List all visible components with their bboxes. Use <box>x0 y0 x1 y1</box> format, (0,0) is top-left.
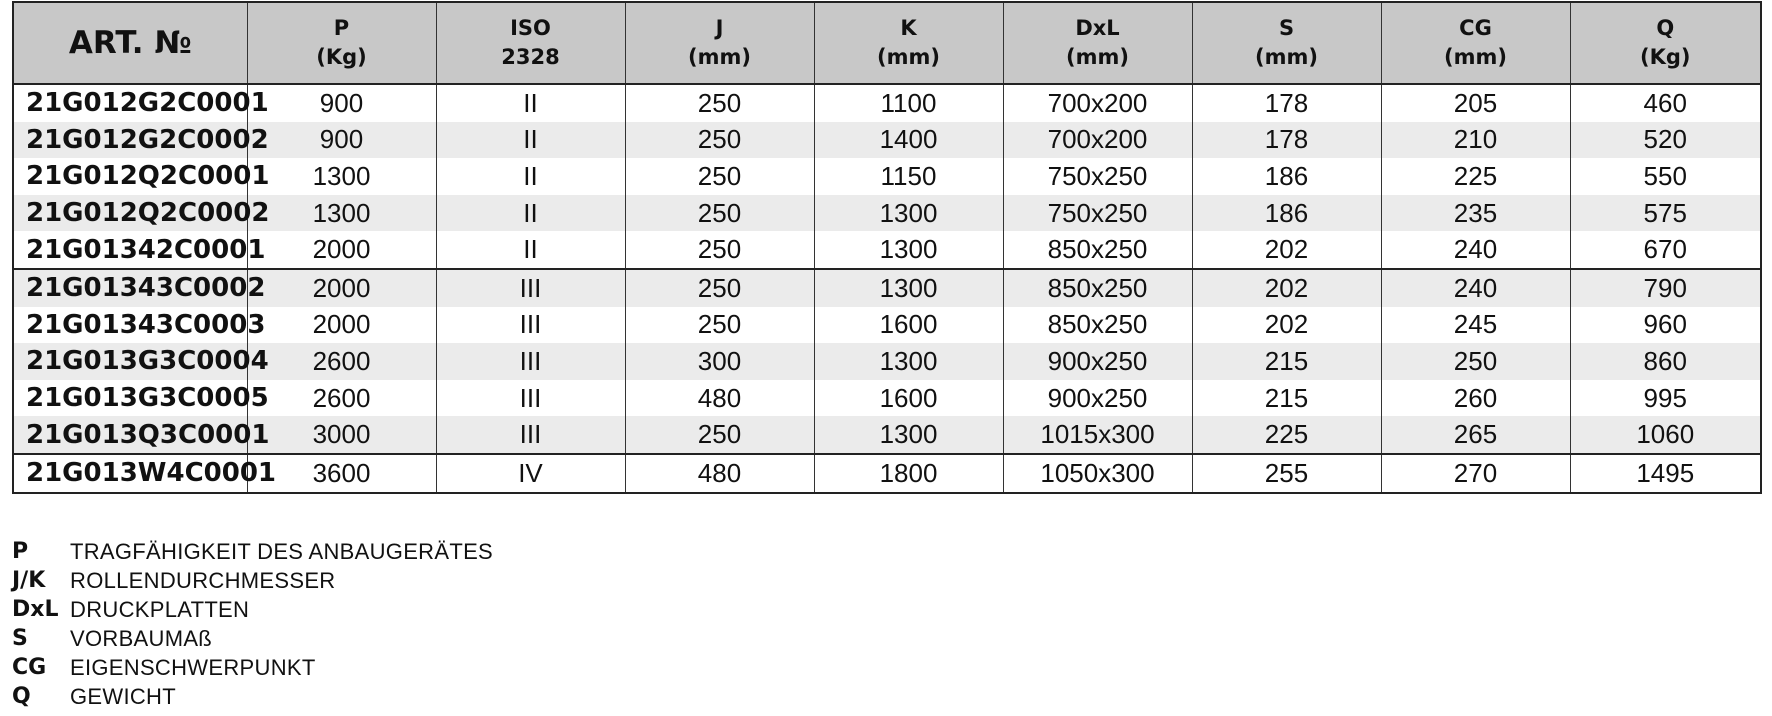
cell-p-kg: 1300 <box>247 195 436 232</box>
cell-s-mm: 202 <box>1192 231 1381 269</box>
cell-k-mm: 1300 <box>814 231 1003 269</box>
cell-p-kg: 900 <box>247 84 436 122</box>
cell-cg-mm: 270 <box>1381 454 1570 493</box>
table-row <box>13 269 1761 307</box>
cell-dxl-mm: 850x250 <box>1003 307 1192 344</box>
legend-key: S <box>12 626 28 651</box>
cell-j-mm: 300 <box>625 343 814 380</box>
column-header-cg-mm <box>1381 2 1570 84</box>
table-row <box>13 195 1761 232</box>
cell-s-mm: 255 <box>1192 454 1381 493</box>
cell-dxl-mm: 700x200 <box>1003 84 1192 122</box>
column-header-j-mm <box>625 2 814 84</box>
cell-cg-mm: 260 <box>1381 380 1570 417</box>
cell-art-no: 21G01343C0002 <box>13 269 247 307</box>
cell-s-mm: 178 <box>1192 122 1381 159</box>
legend-item <box>12 566 493 595</box>
cell-j-mm: 480 <box>625 380 814 417</box>
table-row <box>13 416 1761 454</box>
column-header-line: S <box>1278 16 1295 40</box>
column-header-line: (Kg) <box>316 45 367 69</box>
cell-k-mm: 1600 <box>814 307 1003 344</box>
legend-description: GEWICHT <box>70 683 176 709</box>
cell-iso-2328: II <box>436 231 625 269</box>
cell-iso-2328: III <box>436 416 625 454</box>
cell-q-kg: 1495 <box>1570 454 1761 493</box>
column-header-art-no <box>13 2 247 84</box>
cell-iso-2328: III <box>436 343 625 380</box>
table-row <box>13 84 1761 122</box>
cell-art-no: 21G012Q2C0001 <box>13 158 247 195</box>
cell-cg-mm: 205 <box>1381 84 1570 122</box>
column-header-line: (mm) <box>877 45 940 69</box>
cell-k-mm: 1300 <box>814 416 1003 454</box>
column-header-line: K <box>900 16 917 40</box>
column-header-line: DxL <box>1075 16 1120 40</box>
legend-item <box>12 595 493 624</box>
cell-p-kg: 1300 <box>247 158 436 195</box>
cell-k-mm: 1150 <box>814 158 1003 195</box>
column-header-q-kg <box>1570 2 1761 84</box>
cell-q-kg: 960 <box>1570 307 1761 344</box>
cell-iso-2328: III <box>436 307 625 344</box>
column-header-line: (mm) <box>1066 45 1129 69</box>
cell-s-mm: 186 <box>1192 195 1381 232</box>
cell-art-no: 21G013G3C0005 <box>13 380 247 417</box>
legend-item <box>12 653 493 682</box>
cell-s-mm: 215 <box>1192 343 1381 380</box>
legend-description: ROLLENDURCHMESSER <box>70 567 336 593</box>
cell-iso-2328: II <box>436 122 625 159</box>
cell-s-mm: 202 <box>1192 307 1381 344</box>
column-header-line: (mm) <box>1444 45 1507 69</box>
cell-j-mm: 250 <box>625 158 814 195</box>
legend <box>12 537 493 711</box>
cell-p-kg: 2000 <box>247 307 436 344</box>
cell-p-kg: 2600 <box>247 343 436 380</box>
cell-q-kg: 860 <box>1570 343 1761 380</box>
cell-iso-2328: II <box>436 195 625 232</box>
cell-k-mm: 1300 <box>814 269 1003 307</box>
legend-description: TRAGFÄHIGKEIT DES ANBAUGERÄTES <box>70 538 494 564</box>
table-row <box>13 380 1761 417</box>
cell-q-kg: 575 <box>1570 195 1761 232</box>
cell-q-kg: 1060 <box>1570 416 1761 454</box>
cell-cg-mm: 265 <box>1381 416 1570 454</box>
table-row <box>13 122 1761 159</box>
table-row <box>13 343 1761 380</box>
table-row <box>13 158 1761 195</box>
cell-iso-2328: III <box>436 380 625 417</box>
cell-j-mm: 480 <box>625 454 814 493</box>
cell-art-no: 21G013W4C0001 <box>13 454 247 493</box>
cell-art-no: 21G012Q2C0002 <box>13 195 247 232</box>
cell-s-mm: 178 <box>1192 84 1381 122</box>
legend-key: DxL <box>12 597 59 622</box>
table-header-row <box>13 2 1761 84</box>
cell-art-no: 21G012G2C0001 <box>13 84 247 122</box>
cell-k-mm: 1600 <box>814 380 1003 417</box>
cell-k-mm: 1400 <box>814 122 1003 159</box>
column-header-line: CG <box>1459 16 1492 40</box>
cell-dxl-mm: 900x250 <box>1003 343 1192 380</box>
cell-cg-mm: 235 <box>1381 195 1570 232</box>
legend-description: VORBAUMAß <box>70 625 213 651</box>
cell-art-no: 21G012G2C0002 <box>13 122 247 159</box>
cell-art-no: 21G013G3C0004 <box>13 343 247 380</box>
legend-item <box>12 537 493 566</box>
legend-description: EIGENSCHWERPUNKT <box>70 654 316 680</box>
cell-j-mm: 250 <box>625 307 814 344</box>
cell-s-mm: 215 <box>1192 380 1381 417</box>
table-row <box>13 307 1761 344</box>
cell-cg-mm: 250 <box>1381 343 1570 380</box>
column-header-dxl-mm <box>1003 2 1192 84</box>
column-header-line: ISO <box>510 16 551 40</box>
column-header-line: J <box>715 16 724 40</box>
cell-j-mm: 250 <box>625 195 814 232</box>
legend-key: P <box>12 539 29 564</box>
cell-cg-mm: 210 <box>1381 122 1570 159</box>
cell-p-kg: 3000 <box>247 416 436 454</box>
column-header-k-mm <box>814 2 1003 84</box>
cell-s-mm: 202 <box>1192 269 1381 307</box>
cell-k-mm: 1300 <box>814 195 1003 232</box>
legend-key: Q <box>12 684 31 709</box>
cell-cg-mm: 240 <box>1381 269 1570 307</box>
cell-s-mm: 186 <box>1192 158 1381 195</box>
column-header-line: 2328 <box>501 45 560 69</box>
column-header-line: (Kg) <box>1639 45 1691 69</box>
cell-dxl-mm: 850x250 <box>1003 269 1192 307</box>
cell-p-kg: 2000 <box>247 269 436 307</box>
table-row <box>13 231 1761 269</box>
cell-q-kg: 790 <box>1570 269 1761 307</box>
legend-item <box>12 624 493 653</box>
cell-q-kg: 520 <box>1570 122 1761 159</box>
cell-iso-2328: II <box>436 158 625 195</box>
cell-p-kg: 2600 <box>247 380 436 417</box>
legend-item <box>12 682 493 711</box>
column-header-p-kg <box>247 2 436 84</box>
cell-art-no: 21G01342C0001 <box>13 231 247 269</box>
cell-cg-mm: 240 <box>1381 231 1570 269</box>
cell-p-kg: 3600 <box>247 454 436 493</box>
table-row <box>13 454 1761 493</box>
cell-p-kg: 2000 <box>247 231 436 269</box>
specification-table <box>12 1 1762 494</box>
legend-key: CG <box>12 655 47 680</box>
cell-q-kg: 460 <box>1570 84 1761 122</box>
cell-p-kg: 900 <box>247 122 436 159</box>
cell-iso-2328: III <box>436 269 625 307</box>
column-header-line: ART. № <box>68 24 192 61</box>
cell-cg-mm: 225 <box>1381 158 1570 195</box>
cell-k-mm: 1100 <box>814 84 1003 122</box>
cell-art-no: 21G01343C0003 <box>13 307 247 344</box>
cell-j-mm: 250 <box>625 122 814 159</box>
cell-dxl-mm: 1015x300 <box>1003 416 1192 454</box>
cell-j-mm: 250 <box>625 269 814 307</box>
cell-q-kg: 670 <box>1570 231 1761 269</box>
column-header-line: (mm) <box>1255 45 1318 69</box>
cell-j-mm: 250 <box>625 416 814 454</box>
cell-dxl-mm: 750x250 <box>1003 195 1192 232</box>
cell-k-mm: 1800 <box>814 454 1003 493</box>
cell-dxl-mm: 750x250 <box>1003 158 1192 195</box>
cell-q-kg: 995 <box>1570 380 1761 417</box>
cell-j-mm: 250 <box>625 84 814 122</box>
cell-art-no: 21G013Q3C0001 <box>13 416 247 454</box>
cell-iso-2328: IV <box>436 454 625 493</box>
cell-dxl-mm: 900x250 <box>1003 380 1192 417</box>
column-header-line: Q <box>1656 16 1675 40</box>
table-body <box>13 84 1761 493</box>
cell-iso-2328: II <box>436 84 625 122</box>
column-header-iso-2328 <box>436 2 625 84</box>
cell-dxl-mm: 700x200 <box>1003 122 1192 159</box>
legend-key: J/K <box>12 568 46 593</box>
column-header-s-mm <box>1192 2 1381 84</box>
cell-j-mm: 250 <box>625 231 814 269</box>
cell-s-mm: 225 <box>1192 416 1381 454</box>
cell-q-kg: 550 <box>1570 158 1761 195</box>
column-header-line: (mm) <box>688 45 751 69</box>
cell-dxl-mm: 1050x300 <box>1003 454 1192 493</box>
cell-dxl-mm: 850x250 <box>1003 231 1192 269</box>
cell-cg-mm: 245 <box>1381 307 1570 344</box>
column-header-line: P <box>333 16 350 40</box>
legend-description: DRUCKPLATTEN <box>70 596 250 622</box>
cell-k-mm: 1300 <box>814 343 1003 380</box>
